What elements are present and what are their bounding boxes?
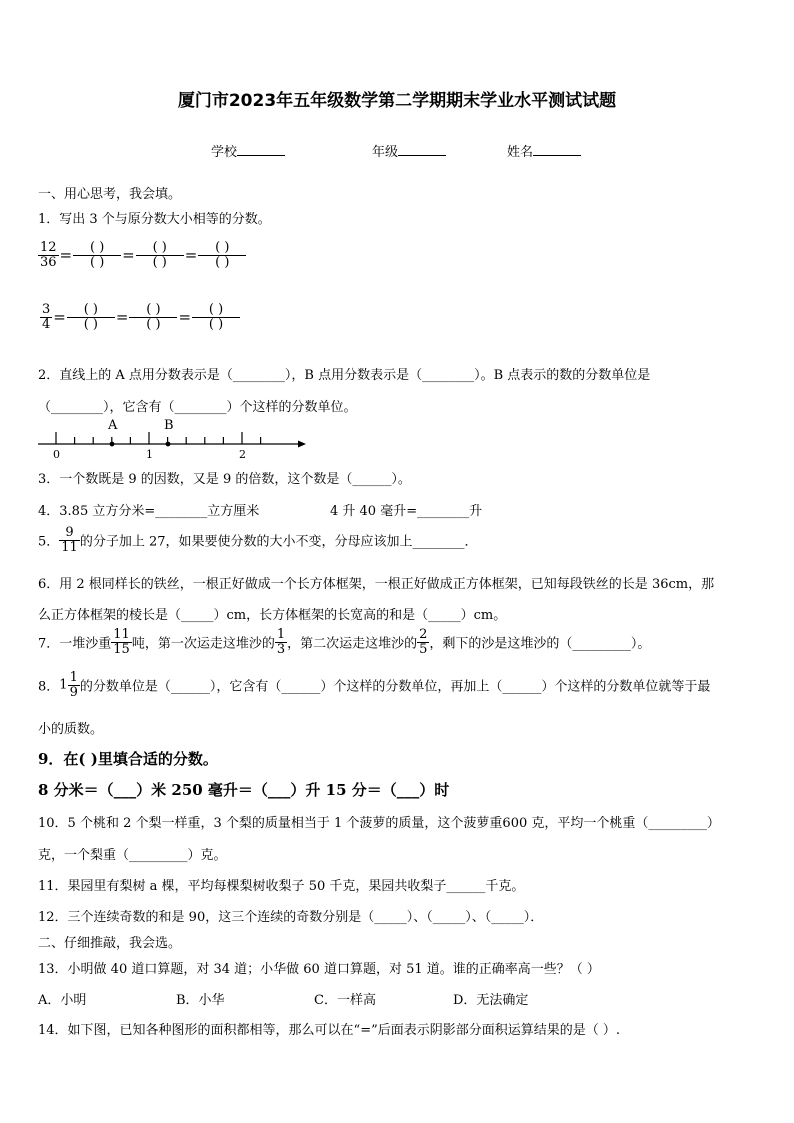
question-9-line: 8 分米＝（___）米 250 毫升＝（___）升 15 分＝（___）时 [38,781,450,799]
fraction-11-15: $\frac{11}{15}$ [113,627,130,657]
page-title: 厦门市2023年五年级数学第二学期期末学业水平测试试题 [177,91,617,111]
tick-label-1: 1 [146,448,153,460]
question-7: 7．一堆沙重 $\frac{11}{15}$ 吨，第一次运走这堆沙的 $\frac{1}{3}$ ，第二次运走这堆沙的 $\frac{2}{5}$ ，剩下的沙是这堆沙的（_________）。 [38,627,651,657]
ticks [56,432,261,444]
answer-fraction[interactable]: ( ) ( ) [67,303,115,331]
question-4a: 4．3.85 立方分米=________立方厘米 [38,504,260,519]
question-11: 11．果园里有梨树 a 棵，平均每棵梨树收梨子 50 千克，果园共收梨子______千克。 [38,879,525,894]
question-6-line-2: 么正方体框架的棱长是（_____）cm，长方体框架的长宽高的和是（_____）cm。 [38,608,507,623]
tick-label-0: 0 [53,448,60,460]
question-12: 12．三个连续奇数的和是 90，这三个连续的奇数分别是（_____）、（_____）、（_____）． [38,910,544,925]
school-label: 学校 [211,145,238,160]
fraction-12-36: $\frac{12}{36}$ [40,240,57,270]
option-d[interactable]: D．无法确定 [453,993,529,1008]
point-b-dot [166,442,171,447]
q1-row-1: $\frac{12}{36}$ = ( ) ( ) = ( ) ( ) = ( ) ( ) [38,241,246,269]
option-b[interactable]: B．小华 [176,993,225,1008]
question-8-line-2: 小的质数。 [38,722,104,737]
number-line [36,416,316,460]
grade-label: 年级 [372,145,399,160]
question-2-line-1: 2．直线上的 A 点用分数表示是（________），B 点用分数表示是（________）。B 点表示的数的分数单位是 [38,368,651,383]
question-1: 1．写出 3 个与原分数大小相等的分数。 [38,212,271,227]
question-14: 14．如下图，已知各种图形的面积都相等，那么可以在“=”后面表示阴影部分面积运算结果的是（ ）. [38,1023,620,1038]
fraction-9-11: $\frac{9}{11}$ [61,525,78,555]
point-a-dot [110,442,115,447]
fraction-3-4: $\frac{3}{4}$ [42,302,51,332]
question-10-line-1: 10．5 个桃和 2 个梨一样重，3 个梨的质量相当于 1 个菠萝的质量，这个菠萝重600 克，平均一个桃重（_________） [38,816,720,831]
name-blank[interactable] [533,155,581,156]
point-b-label: B [164,418,174,433]
answer-fraction[interactable]: ( ) ( ) [73,241,121,269]
fraction-1-3: $\frac{1}{3}$ [276,627,286,657]
question-9-title: 9．在( )里填合适的分数。 [38,750,218,768]
question-2-line-2: （________），它含有（________）个这样的分数单位。 [38,400,357,415]
point-a-label: A [108,418,118,433]
question-3: 3．一个数既是 9 的因数，又是 9 的倍数，这个数是（______）。 [38,472,411,487]
option-a[interactable]: A．小明 [38,993,87,1008]
grade-field [372,141,446,160]
section-1-heading: 一、用心思考，我会填。 [38,187,182,202]
name-label: 姓名 [507,145,534,160]
arrow-head-icon [298,441,306,448]
name-field [507,141,581,160]
question-10-line-2: 克，一个梨重（_________）克。 [38,848,227,863]
school-field [211,141,285,160]
question-8-line-1: 8．1 $\frac{1}{9}$ 的分数单位是（______），它含有（______）个这样的分数单位，再加上（______）个这样的分数单位就等于最 [38,670,711,700]
question-4b: 4 升 40 毫升=________升 [330,504,483,519]
question-6-line-1: 6．用 2 根同样长的铁丝，一根正好做成一个长方体框架，一根正好做成正方体框架，已知每段铁丝的长是 36cm，那 [38,577,715,592]
tick-label-2: 2 [239,448,246,460]
section-2-heading: 二、仔细推敲，我会选。 [38,936,182,951]
answer-fraction[interactable]: ( ) ( ) [198,241,246,269]
school-blank[interactable] [237,155,285,156]
option-c[interactable]: C．一样高 [314,993,376,1008]
question-13: 13．小明做 40 道口算题，对 34 道；小华做 60 道口算题，对 51 道。谁的正确率高一些？（ ） [38,962,600,977]
answer-fraction[interactable]: ( ) ( ) [136,241,184,269]
answer-fraction[interactable]: ( ) ( ) [129,303,177,331]
grade-blank[interactable] [398,155,446,156]
answer-fraction[interactable]: ( ) ( ) [192,303,240,331]
question-5: 5． $\frac{9}{11}$ 的分子加上 27，如果要使分数的大小不变，分母应该加上________． [38,525,478,555]
fraction-1-9: $\frac{1}{9}$ [69,670,78,700]
q1-row-2: $\frac{3}{4}$ = ( ) ( ) = ( ) ( ) = ( ) ( ) [40,303,240,331]
fraction-2-5: $\frac{2}{5}$ [419,627,428,657]
